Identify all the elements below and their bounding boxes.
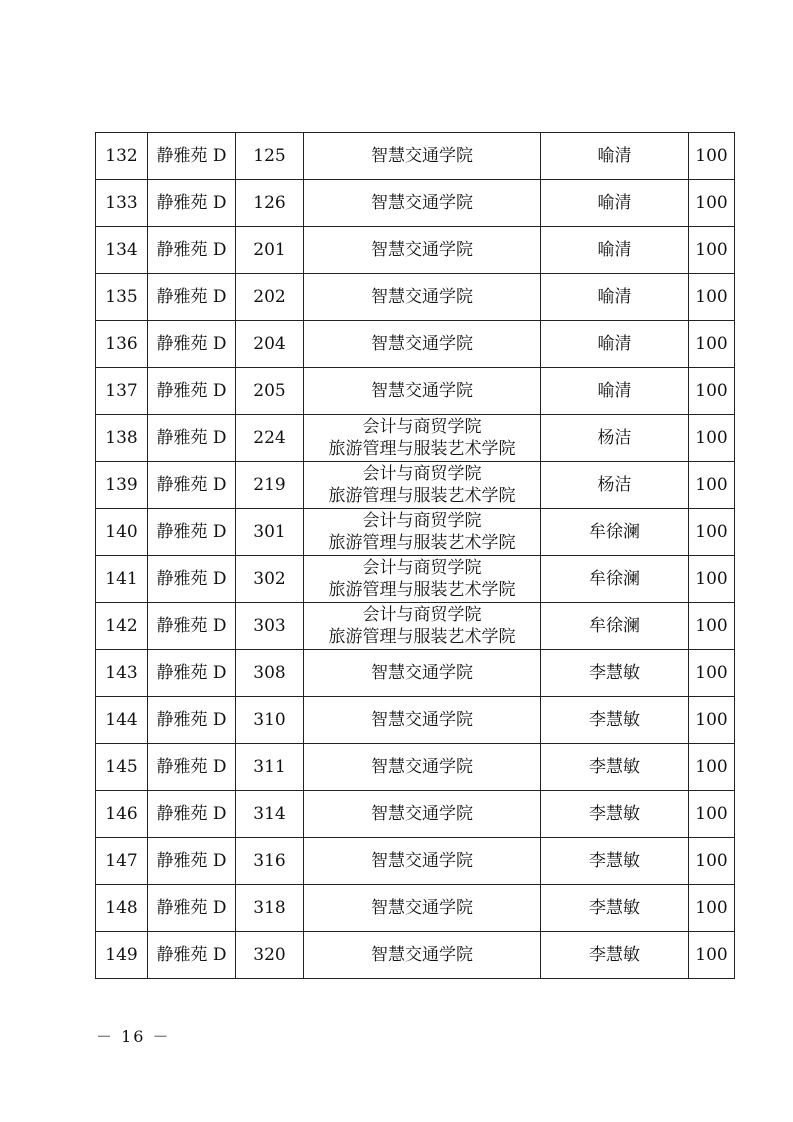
- cell-building: 静雅苑 D: [148, 509, 236, 556]
- cell-room: 125: [236, 133, 304, 180]
- cell-teacher: 李慧敏: [541, 838, 689, 885]
- table-row: [96, 744, 735, 791]
- cell-teacher: 喻清: [541, 180, 689, 227]
- cell-room: 310: [236, 697, 304, 744]
- cell-number: 140: [96, 509, 148, 556]
- cell-number: 142: [96, 603, 148, 650]
- college-line: 智慧交通学院: [371, 334, 473, 354]
- college-line: 智慧交通学院: [371, 381, 473, 401]
- cell-building: 静雅苑 D: [148, 368, 236, 415]
- cell-number: 144: [96, 697, 148, 744]
- cell-score: 100: [689, 274, 735, 321]
- table-body: [96, 133, 735, 979]
- college-line: 旅游管理与服装艺术学院: [328, 486, 516, 506]
- cell-room: 308: [236, 650, 304, 697]
- table-row: [96, 838, 735, 885]
- college-line: 旅游管理与服装艺术学院: [328, 580, 516, 600]
- cell-teacher: 李慧敏: [541, 650, 689, 697]
- cell-room: 204: [236, 321, 304, 368]
- cell-score: 100: [689, 791, 735, 838]
- cell-number: 141: [96, 556, 148, 603]
- cell-teacher: 喻清: [541, 133, 689, 180]
- cell-building: 静雅苑 D: [148, 838, 236, 885]
- cell-score: 100: [689, 603, 735, 650]
- cell-college: [304, 791, 541, 838]
- cell-teacher: 喻清: [541, 368, 689, 415]
- cell-building: 静雅苑 D: [148, 415, 236, 462]
- cell-teacher: 李慧敏: [541, 932, 689, 979]
- cell-college: [304, 368, 541, 415]
- cell-teacher: 喻清: [541, 227, 689, 274]
- college-line: 智慧交通学院: [371, 710, 473, 730]
- cell-college: [304, 650, 541, 697]
- college-line: 会计与商贸学院: [362, 558, 482, 578]
- table-row: [96, 227, 735, 274]
- college-line: 智慧交通学院: [371, 240, 473, 260]
- cell-building: 静雅苑 D: [148, 650, 236, 697]
- cell-score: 100: [689, 650, 735, 697]
- cell-building: 静雅苑 D: [148, 227, 236, 274]
- cell-number: 135: [96, 274, 148, 321]
- college-line: 智慧交通学院: [371, 193, 473, 213]
- cell-college: [304, 274, 541, 321]
- college-line: 智慧交通学院: [371, 663, 473, 683]
- table-row: [96, 885, 735, 932]
- page-number: － 16 －: [96, 1027, 171, 1046]
- cell-college: [304, 932, 541, 979]
- college-line: 智慧交通学院: [371, 851, 473, 871]
- cell-room: 301: [236, 509, 304, 556]
- cell-room: 201: [236, 227, 304, 274]
- cell-score: 100: [689, 415, 735, 462]
- cell-college: [304, 180, 541, 227]
- cell-room: 302: [236, 556, 304, 603]
- cell-teacher: 喻清: [541, 321, 689, 368]
- cell-room: 320: [236, 932, 304, 979]
- cell-building: 静雅苑 D: [148, 274, 236, 321]
- cell-teacher: 牟徐澜: [541, 509, 689, 556]
- cell-number: 147: [96, 838, 148, 885]
- cell-college: [304, 321, 541, 368]
- table-row: [96, 415, 735, 462]
- cell-number: 132: [96, 133, 148, 180]
- cell-room: 224: [236, 415, 304, 462]
- table-row: [96, 697, 735, 744]
- cell-number: 136: [96, 321, 148, 368]
- cell-number: 149: [96, 932, 148, 979]
- cell-building: 静雅苑 D: [148, 321, 236, 368]
- cell-room: 303: [236, 603, 304, 650]
- cell-building: 静雅苑 D: [148, 791, 236, 838]
- cell-room: 205: [236, 368, 304, 415]
- cell-number: 143: [96, 650, 148, 697]
- cell-college: [304, 415, 541, 462]
- college-line: 旅游管理与服装艺术学院: [328, 627, 516, 647]
- cell-building: 静雅苑 D: [148, 932, 236, 979]
- cell-score: 100: [689, 556, 735, 603]
- cell-college: [304, 885, 541, 932]
- cell-building: 静雅苑 D: [148, 744, 236, 791]
- college-line: 智慧交通学院: [371, 146, 473, 166]
- cell-score: 100: [689, 509, 735, 556]
- cell-number: 134: [96, 227, 148, 274]
- cell-score: 100: [689, 321, 735, 368]
- cell-building: 静雅苑 D: [148, 697, 236, 744]
- table-row: [96, 556, 735, 603]
- cell-room: 202: [236, 274, 304, 321]
- cell-college: [304, 697, 541, 744]
- cell-college: [304, 744, 541, 791]
- cell-score: 100: [689, 744, 735, 791]
- table-row: [96, 321, 735, 368]
- cell-teacher: 李慧敏: [541, 697, 689, 744]
- college-line: 会计与商贸学院: [362, 464, 482, 484]
- cell-room: 314: [236, 791, 304, 838]
- table-row: [96, 462, 735, 509]
- college-line: 智慧交通学院: [371, 945, 473, 965]
- cell-number: 145: [96, 744, 148, 791]
- cell-score: 100: [689, 885, 735, 932]
- cell-score: 100: [689, 180, 735, 227]
- cell-number: 133: [96, 180, 148, 227]
- cell-building: 静雅苑 D: [148, 462, 236, 509]
- cell-building: 静雅苑 D: [148, 885, 236, 932]
- cell-teacher: 李慧敏: [541, 791, 689, 838]
- college-line: 会计与商贸学院: [362, 605, 482, 625]
- table-row: [96, 274, 735, 321]
- table-row: [96, 791, 735, 838]
- college-line: 智慧交通学院: [371, 898, 473, 918]
- cell-building: 静雅苑 D: [148, 180, 236, 227]
- table-row: [96, 509, 735, 556]
- cell-number: 146: [96, 791, 148, 838]
- table-row: [96, 368, 735, 415]
- college-line: 智慧交通学院: [371, 757, 473, 777]
- cell-college: [304, 227, 541, 274]
- cell-room: 318: [236, 885, 304, 932]
- college-line: 智慧交通学院: [371, 804, 473, 824]
- college-line: 智慧交通学院: [371, 287, 473, 307]
- cell-building: 静雅苑 D: [148, 603, 236, 650]
- table-row: [96, 133, 735, 180]
- cell-college: [304, 556, 541, 603]
- cell-score: 100: [689, 697, 735, 744]
- cell-teacher: 牟徐澜: [541, 603, 689, 650]
- cell-college: [304, 603, 541, 650]
- table-row: [96, 932, 735, 979]
- cell-score: 100: [689, 932, 735, 979]
- cell-college: [304, 133, 541, 180]
- cell-college: [304, 462, 541, 509]
- cell-teacher: 杨洁: [541, 462, 689, 509]
- cell-room: 311: [236, 744, 304, 791]
- cell-score: 100: [689, 462, 735, 509]
- college-line: 旅游管理与服装艺术学院: [328, 533, 516, 553]
- cell-college: [304, 509, 541, 556]
- cell-building: 静雅苑 D: [148, 133, 236, 180]
- cell-number: 137: [96, 368, 148, 415]
- college-line: 会计与商贸学院: [362, 511, 482, 531]
- cell-teacher: 牟徐澜: [541, 556, 689, 603]
- cell-room: 126: [236, 180, 304, 227]
- table-row: [96, 180, 735, 227]
- cell-teacher: 杨洁: [541, 415, 689, 462]
- college-line: 会计与商贸学院: [362, 417, 482, 437]
- cell-teacher: 李慧敏: [541, 744, 689, 791]
- table-row: [96, 650, 735, 697]
- dormitory-table: [95, 132, 735, 979]
- cell-score: 100: [689, 838, 735, 885]
- cell-number: 148: [96, 885, 148, 932]
- cell-room: 316: [236, 838, 304, 885]
- cell-number: 139: [96, 462, 148, 509]
- cell-score: 100: [689, 133, 735, 180]
- cell-score: 100: [689, 368, 735, 415]
- table-row: [96, 603, 735, 650]
- cell-college: [304, 838, 541, 885]
- cell-teacher: 李慧敏: [541, 885, 689, 932]
- cell-number: 138: [96, 415, 148, 462]
- cell-teacher: 喻清: [541, 274, 689, 321]
- cell-room: 219: [236, 462, 304, 509]
- cell-building: 静雅苑 D: [148, 556, 236, 603]
- cell-score: 100: [689, 227, 735, 274]
- college-line: 旅游管理与服装艺术学院: [328, 439, 516, 459]
